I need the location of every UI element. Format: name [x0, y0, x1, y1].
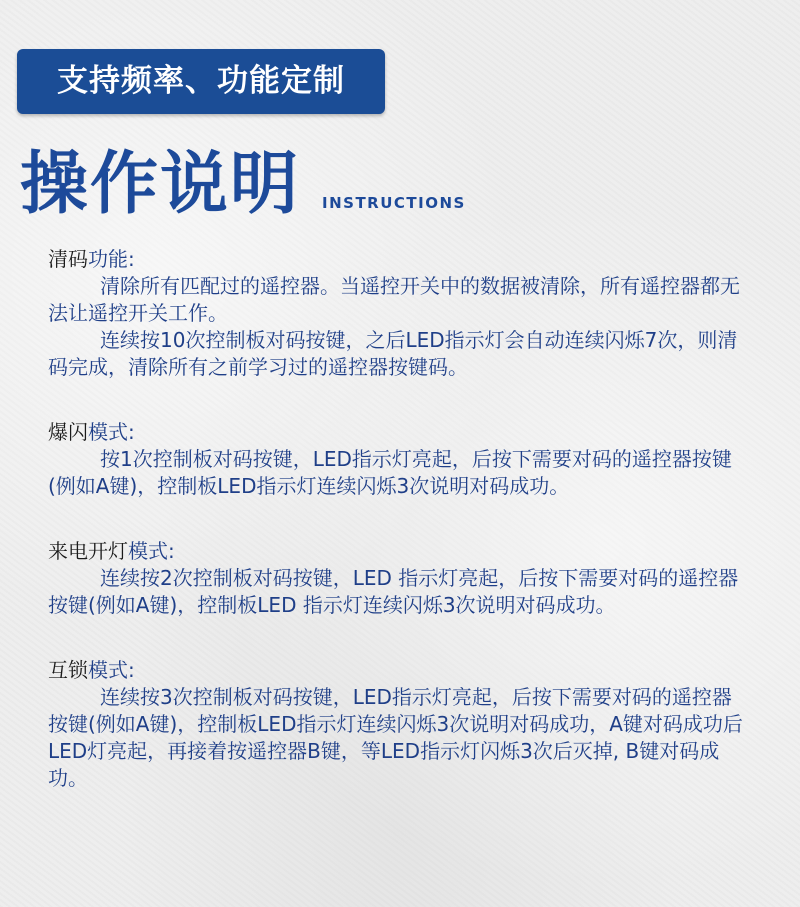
section-clear-code	[48, 246, 748, 381]
section-title-accent: 模式:	[128, 539, 175, 563]
section-paragraph: 连续按3次控制板对码按键，LED指示灯亮起，后按下需要对码的遥控器按键(例如A键)，控制板LED指示灯连续闪烁3次说明对码成功，A键对码成功后 LED灯亮起，再接着按遥控器B键，等LED指示灯闪烁3次后灭掉, B键对码成功。	[48, 685, 743, 790]
section-title	[48, 246, 748, 273]
page-title: 操作说明	[20, 145, 301, 224]
section-power-on-light-mode	[48, 538, 748, 619]
section-paragraph: 按1次控制板对码按键，LED指示灯亮起，后按下需要对码的遥控器按键(例如A键)，控制板LED指示灯连续闪烁3次说明对码成功。	[48, 447, 732, 498]
section-interlock-mode	[48, 657, 748, 792]
section-title	[48, 657, 748, 684]
section-title	[48, 419, 748, 446]
section-title-dark: 来电开灯	[48, 539, 128, 563]
section-title-accent: 功能:	[88, 247, 135, 271]
page-heading	[20, 140, 466, 230]
section-title-dark: 清码	[48, 247, 88, 271]
section-paragraph: 连续按10次控制板对码按键，之后LED指示灯会自动连续闪烁7次，则清码完成，清除所有之前学习过的遥控器按键码。	[48, 328, 738, 379]
feature-badge-text: 支持频率、功能定制	[57, 63, 345, 99]
section-title-accent: 模式:	[88, 420, 135, 444]
section-strobe-mode	[48, 419, 748, 500]
page-subtitle: INSTRUCTIONS	[322, 194, 466, 212]
section-title-dark: 互锁	[48, 658, 88, 682]
section-title	[48, 538, 748, 565]
feature-badge	[17, 49, 385, 114]
section-title-accent: 模式:	[88, 658, 135, 682]
section-paragraph: 清除所有匹配过的遥控器。当遥控开关中的数据被清除，所有遥控器都无法让遥控开关工作。	[48, 274, 740, 325]
section-title-dark: 爆闪	[48, 420, 88, 444]
instructions-content	[48, 246, 748, 830]
section-paragraph: 连续按2次控制板对码按键，LED 指示灯亮起，后按下需要对码的遥控器按键(例如A键)，控制板LED 指示灯连续闪烁3次说明对码成功。	[48, 566, 739, 617]
